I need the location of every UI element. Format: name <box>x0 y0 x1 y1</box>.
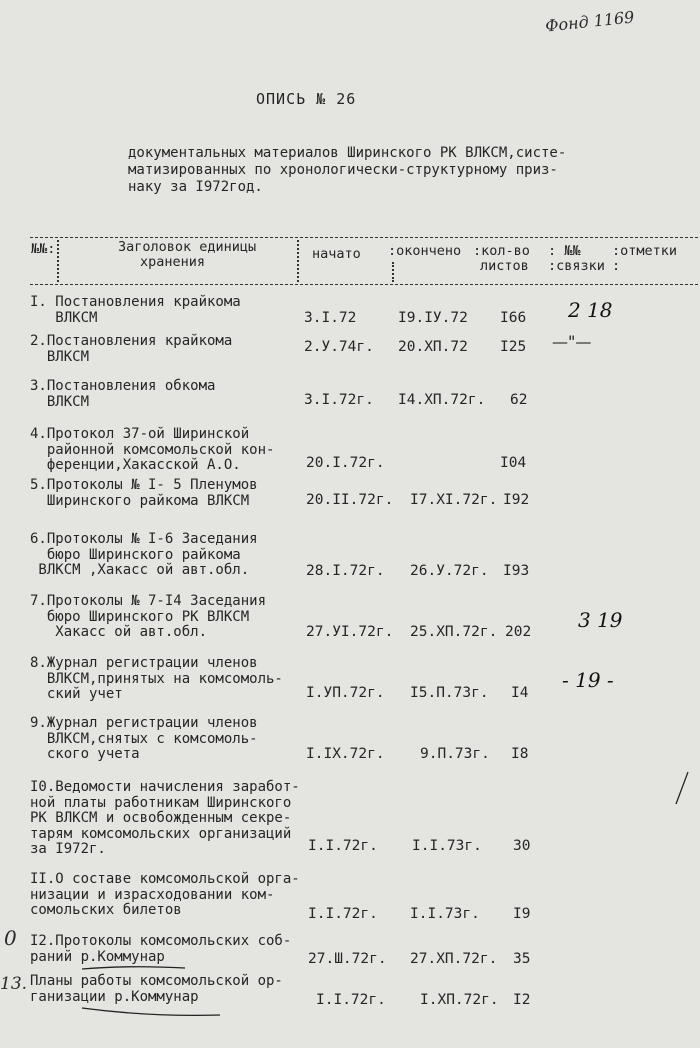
inventory-subtitle <box>128 145 566 196</box>
row-start-date: I.I.72г. <box>308 838 378 854</box>
header-title-line1: Заголовок единицы <box>118 239 257 255</box>
row-end-date: 25.ХП.72г. <box>410 624 498 640</box>
row-end-date: 27.ХП.72г. <box>410 951 498 967</box>
row-bundle-mark: —"— <box>552 332 592 351</box>
row-title-line: I2.Протоколы комсомольских соб- <box>30 933 292 949</box>
subtitle-line: наку за I972год. <box>128 179 263 195</box>
row-end-date: 20.ХП.72 <box>398 339 468 355</box>
row-end-date: I.I.73г. <box>410 906 480 922</box>
row-title-line: РК ВЛКСМ и освобожденным секре- <box>30 810 292 826</box>
row-title-line: ский учет <box>30 686 123 702</box>
row-title <box>30 427 274 474</box>
row-title-line: Планы работы комсомольской ор- <box>30 973 283 989</box>
row-title-line: Ширинского райкома ВЛКСМ <box>30 492 250 509</box>
row-title <box>30 379 215 410</box>
row-title <box>30 780 300 858</box>
header-title-line2: хранения <box>140 254 206 270</box>
subtitle-line: документальных материалов Ширинского РК ВЛКСМ,систе- <box>128 145 567 161</box>
row-end-date: I.ХП.72г. <box>420 992 499 1008</box>
row-title <box>30 295 241 326</box>
row-end-date: I5.П.73г. <box>410 685 489 701</box>
archive-fund-note: Фонд 1169 <box>544 7 636 36</box>
header-column-separator <box>392 262 394 282</box>
row-start-date: 27.УI.72г. <box>306 624 394 640</box>
row-start-date: I.I.72г. <box>308 906 378 922</box>
row-bundle-mark: 3 19 <box>578 608 623 632</box>
row-end-date: 9.П.73г. <box>420 746 490 762</box>
row-title-line: ВЛКСМ ,Хакасс ой авт.обл. <box>30 562 250 578</box>
row-title-line: ганизации р.Коммунар <box>30 988 199 1005</box>
row-sheet-count: I25 <box>500 339 527 355</box>
row-title-line: I. Постановления крайкома <box>30 294 241 310</box>
row-sheet-count: 62 <box>510 392 528 408</box>
header-end-date: :окончено <box>388 243 462 259</box>
row-start-date: 20.I.72г. <box>306 455 385 471</box>
row-title-line: сомольских билетов <box>30 902 182 918</box>
row-end-date: I7.ХI.72г. <box>410 492 498 508</box>
row-title-line: Хакасс ой авт.обл. <box>30 624 208 640</box>
row-title-line: ВЛКСМ,принятых на комсомоль- <box>30 670 283 687</box>
header-bottom-rule <box>30 284 698 285</box>
row-sheet-count: I04 <box>500 455 527 471</box>
row-title <box>30 716 258 763</box>
row-title-line: ВЛКСМ <box>30 309 98 326</box>
row-title-line: 4.Протокол 37-ой Ширинской <box>30 426 250 442</box>
row-title-line: 6.Протоколы № I-6 Заседания <box>30 531 258 547</box>
row-title <box>30 594 266 641</box>
row-sheet-count: I8 <box>511 746 529 762</box>
row-sheet-count: 202 <box>505 624 532 640</box>
row-title-line: тарям комсомольских организаций <box>30 825 292 842</box>
header-sheet-count-line2: листов <box>480 258 529 274</box>
header-column-separator <box>297 240 299 282</box>
row-sheet-count: I2 <box>513 992 531 1008</box>
row-title-line: ВЛКСМ <box>30 393 90 410</box>
subtitle-line: матизированных по хронологически-структурному приз- <box>128 162 558 178</box>
header-sheet-count-line1: :кол-во <box>473 243 530 259</box>
row-sheet-count: I4 <box>511 685 529 701</box>
row-title-line: за I972г. <box>30 841 106 857</box>
row-title <box>30 934 291 965</box>
row-title-line: 3.Постановления обкома <box>30 378 216 394</box>
header-bundle-line1: : №№ <box>548 243 581 259</box>
row-start-date: I.IХ.72г. <box>306 746 385 762</box>
row-title-line: I0.Ведомости начисления заработ- <box>30 779 300 795</box>
row-start-date: 3.I.72 <box>304 310 357 326</box>
row-title <box>30 532 258 579</box>
row-title <box>30 656 283 703</box>
row-start-date: I.УП.72г. <box>306 685 385 701</box>
row-bundle-mark: 2 18 <box>568 298 613 322</box>
row-title-line: бюро Ширинского РК ВЛКСМ <box>30 608 250 625</box>
row-title-line: районной комсомольской кон- <box>30 441 275 458</box>
row-title-line: низации и израсходовании ком- <box>30 886 275 903</box>
header-notes-line2: : <box>612 258 621 274</box>
row-title-line: 8.Журнал регистрации членов <box>30 655 258 671</box>
handwritten-underline <box>80 964 190 972</box>
row-start-date: 28.I.72г. <box>306 563 385 579</box>
margin-mark: 13. <box>0 974 28 994</box>
row-end-date: I.I.73г. <box>412 838 482 854</box>
inventory-title: ОПИСЬ № 26 <box>256 90 357 108</box>
row-title-line: ского учета <box>30 746 140 762</box>
row-sheet-count: I9 <box>513 906 531 922</box>
row-sheet-count: 30 <box>513 838 531 854</box>
row-title-line: II.О составе комсомольской орга- <box>30 871 300 887</box>
row-title-line: ференции,Хакасской А.О. <box>30 457 241 473</box>
row-sheet-count: I93 <box>503 563 530 579</box>
header-top-rule <box>30 237 698 238</box>
row-title <box>30 974 283 1005</box>
row-title <box>30 334 232 365</box>
row-title-line: бюро Ширинского райкома <box>30 546 241 563</box>
row-sheet-count: 35 <box>513 951 531 967</box>
margin-mark: 0 <box>4 926 17 950</box>
header-notes-line1: :отметки <box>612 243 678 259</box>
row-start-date: I.I.72г. <box>316 992 386 1008</box>
row-title-line: раний р.Коммунар <box>30 948 165 965</box>
row-sheet-count: I92 <box>503 492 530 508</box>
row-end-date: I4.ХП.72г. <box>398 392 486 408</box>
header-column-separator <box>57 240 59 282</box>
header-bundle-line2: :связки <box>548 258 605 274</box>
row-title <box>30 478 258 509</box>
header-number: №№: <box>31 241 56 257</box>
row-title-line: 7.Протоколы № 7-I4 Заседания <box>30 593 267 609</box>
row-title-line: ВЛКСМ <box>30 348 90 365</box>
row-start-date: 2.У.74г. <box>304 339 374 355</box>
row-start-date: 20.II.72г. <box>306 492 394 508</box>
row-sheet-count: I66 <box>500 310 527 326</box>
handwritten-underline <box>80 1005 225 1019</box>
row-title-line: ВЛКСМ,снятых с комсомоль- <box>30 730 258 747</box>
row-start-date: 27.Ш.72г. <box>308 951 387 967</box>
header-start-date: начато <box>312 246 361 262</box>
row-start-date: 3.I.72г. <box>304 392 374 408</box>
row-bundle-mark: - 19 - <box>562 668 614 692</box>
row-end-date: I9.IУ.72 <box>398 310 468 326</box>
row-title-line: 2.Постановления крайкома <box>30 333 233 349</box>
row-end-date: 26.У.72г. <box>410 563 489 579</box>
pen-stroke-mark <box>672 768 692 808</box>
row-title-line: ной платы работникам Ширинского <box>30 794 292 811</box>
row-title-line: 9.Журнал регистрации членов <box>30 715 258 731</box>
row-title <box>30 872 300 919</box>
row-title-line: 5.Протоколы № I- 5 Пленумов <box>30 477 258 493</box>
